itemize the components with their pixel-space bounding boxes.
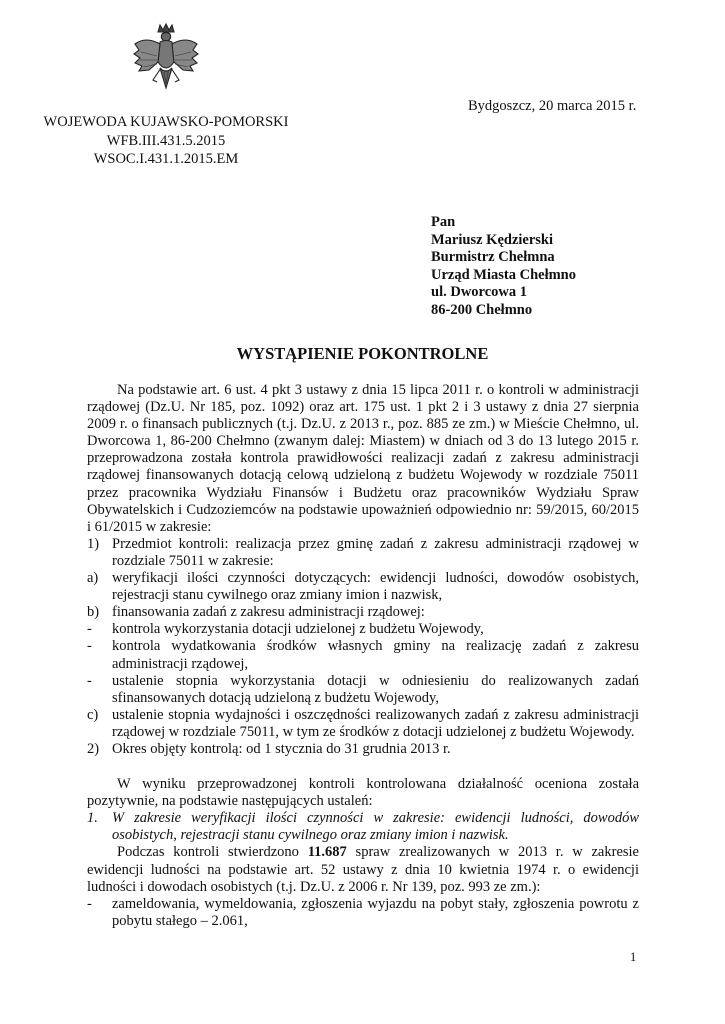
list-item	[87, 896, 639, 930]
reference-number: WFB.III.431.5.2015	[106, 132, 226, 149]
list-item	[87, 741, 639, 758]
list-marker: -	[87, 621, 92, 638]
list-marker: c)	[87, 706, 99, 723]
list-item	[87, 570, 639, 604]
list-marker: -	[87, 638, 92, 655]
list-item	[87, 536, 639, 570]
finding-paragraph-start: Podczas kontroli stwierdzono	[117, 844, 308, 861]
list-text: Okres objęty kontrolą: od 1 stycznia do 31 grudnia 2013 r.	[112, 740, 451, 757]
list-marker: 1)	[87, 535, 100, 552]
case-count: 11.687	[307, 844, 347, 861]
list-text: finansowania zadań z zakresu administracji rządowej:	[112, 604, 425, 621]
sender-title: WOJEWODA KUJAWSKO-POMORSKI	[43, 114, 289, 130]
finding-marker: 1.	[87, 810, 98, 827]
recipient-line: 86-200 Chełmno	[431, 301, 533, 318]
list-item	[87, 673, 639, 707]
finding-text: W zakresie weryfikacji ilości czynności w zakresie: ewidencji ludności, dowodów osobistych, rejestracji stanu cywilnego oraz zmiany imion i nazwisk.	[112, 810, 639, 844]
list-item	[87, 707, 639, 741]
document-title: WYSTĄPIENIE POKONTROLNE	[236, 344, 489, 363]
list-text: weryfikacji ilości czynności dotyczących: ewidencji ludności, dowodów osobistych, rejestracji stanu cywilnego oraz zmiany imion i nazwisk,	[112, 570, 639, 604]
list-text: ustalenie stopnia wykorzystania dotacji w odniesieniu do realizowanych zadań sfinansowanych dotacją udzieloną z budżetu Wojewody,	[112, 672, 639, 706]
polish-eagle-emblem-icon	[131, 22, 201, 98]
list-item	[87, 604, 639, 621]
recipient-line: Urząd Miasta Chełmno	[431, 266, 576, 283]
recipient-line: Pan	[431, 214, 456, 230]
page-number: 1	[630, 950, 637, 964]
finding-paragraph-end: spraw zrealizowanych w 2013 r. w zakresie ewidencji ludności na podstawie art. 52 ustawy z dnia 10 kwietnia 1974 r. o ewidencji ludności i dowodach osobistych (t.j. Dz.U. z 2006 r. Nr 139, poz. 993 ze zm.):	[87, 844, 639, 895]
recipient-line: Mariusz Kędzierski	[431, 231, 554, 248]
list-marker: -	[87, 895, 92, 912]
recipient-line: ul. Dworcowa 1	[431, 284, 527, 301]
list-marker: b)	[87, 604, 100, 621]
letter-date: Bydgoszcz, 20 marca 2015 r.	[468, 98, 637, 114]
recipient-address	[431, 214, 576, 320]
list-text: zameldowania, wymeldowania, zgłoszenia wyjazdu na pobyt stały, zgłoszenia powrotu z pobytu stałego – 2.061,	[112, 895, 639, 929]
list-item	[87, 621, 639, 638]
list-marker: 2)	[87, 740, 100, 757]
document-body	[87, 382, 639, 930]
list-marker: a)	[87, 570, 99, 587]
result-paragraph: W wyniku przeprowadzonej kontroli kontrolowana działalność oceniona została pozytywnie, na podstawie następujących ustaleń:	[87, 776, 639, 810]
list-text: ustalenie stopnia wydajności i oszczędności realizowanych zadań z zakresu administracji rządowej w rozdziale 75011, w tym ze środków z dotacji udzielonej z budżetu Wojewody.	[112, 706, 639, 740]
list-text: kontrola wykorzystania dotacji udzielonej z budżetu Wojewody,	[112, 621, 484, 638]
finding-paragraph	[87, 844, 639, 895]
finding-item	[87, 810, 639, 844]
intro-paragraph: Na podstawie art. 6 ust. 4 pkt 3 ustawy z dnia 15 lipca 2011 r. o kontroli w administracji rządowej (Dz.U. Nr 185, poz. 1092) oraz art. 175 ust. 1 pkt 2 i 3 ustawy z dnia 27 sierpnia 2009 r. o finansach publicznych (t.j. Dz.U. z 2013 r., poz. 885 ze zm.) w Mieście Chełmno, ul. Dworcowa 1, 86-200 Chełmno (zwanym dalej: Miastem) w dniach od 3 do 13 lutego 2015 r. przeprowadzona została kontrola prawidłowości realizacji zadań z zakresu administracji rządowej finansowanych dotacją celową udzieloną z budżetu Wojewody w rozdziale 75011 przez pracownika Wydziału Finansów i Budżetu oraz pracowników Wydziału Spraw Obywatelskich i Cudzoziemców na podstawie upoważnień odpowiednio nr: 59/2015, 60/2015 i 61/2015 w zakresie:	[87, 382, 639, 535]
list-item	[87, 638, 639, 672]
list-text: kontrola wydatkowania środków własnych gminy na realizację zadań z zakresu administracji rządowej,	[112, 638, 639, 672]
list-marker: -	[87, 672, 92, 689]
sender-block	[0, 113, 332, 169]
list-text: Przedmiot kontroli: realizacja przez gminę zadań z zakresu administracji rządowej w rozdziale 75011 w zakresie:	[112, 535, 639, 569]
reference-number: WSOC.I.431.1.2015.EM	[93, 151, 239, 167]
recipient-line: Burmistrz Chełmna	[431, 249, 555, 266]
